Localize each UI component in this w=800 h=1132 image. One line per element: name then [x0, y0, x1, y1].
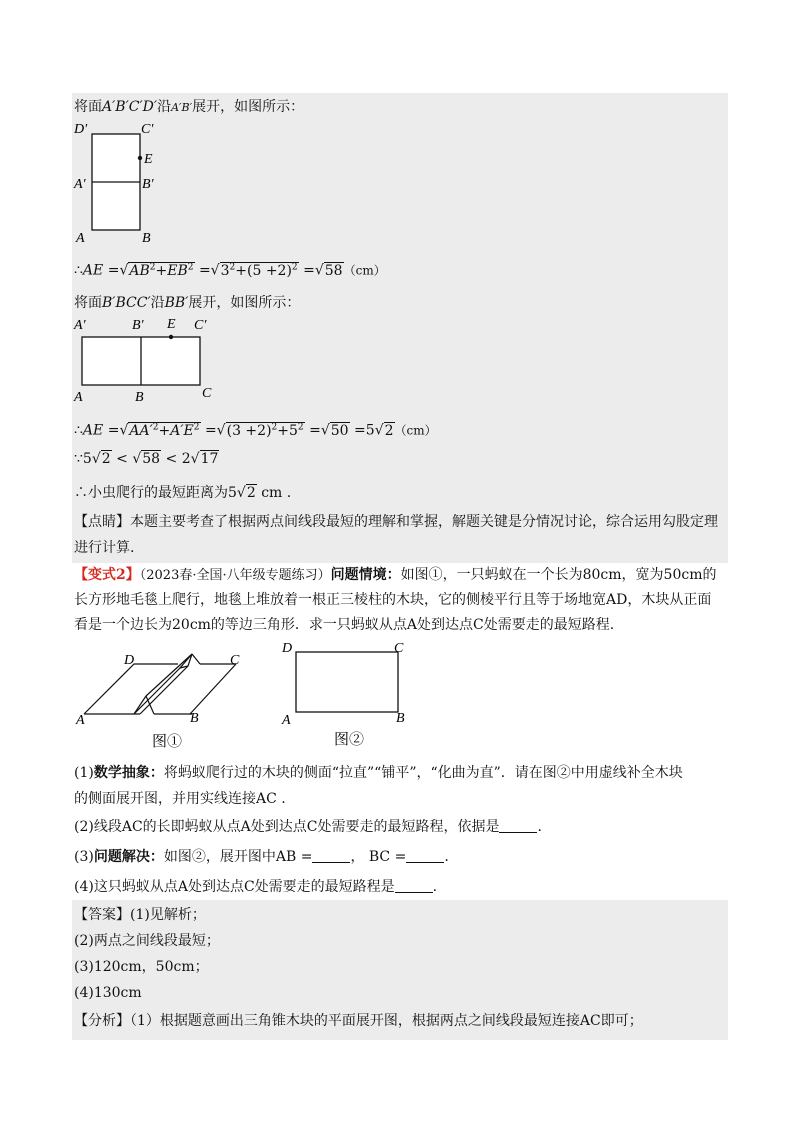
label-c: C	[202, 386, 212, 401]
answer-blank-bc[interactable]	[406, 848, 444, 863]
label-b-prime: B′	[142, 177, 154, 192]
answer-blank-ab[interactable]	[312, 848, 350, 863]
label-b: B	[142, 231, 151, 246]
label-a-prime: A′	[74, 318, 86, 333]
label-c-prime: C′	[141, 122, 154, 137]
variant-heading: 【变式2】（2023春·全国·八年级专题练习）问题情境：如图①，一只蚂蚁在一个长为80cm，宽为50cm的	[74, 567, 717, 583]
caption-fig1: 图①	[152, 734, 183, 750]
key-point-cont: 进行计算.	[74, 540, 135, 556]
label-b-prime: B′	[132, 318, 144, 333]
equation-1: ∴AE $=√AB^2+EB^2 =√3^2+(5 +2)^2 =√58(cm)$	[74, 262, 386, 279]
inequality: ∵5√2 < √58 < 2√17	[74, 451, 219, 467]
unfolding-figure-2	[72, 313, 222, 405]
question-1-cont: 的侧面展开图，并用实线连接AC .	[74, 791, 286, 807]
figure-carpet-prism	[72, 640, 262, 752]
label-a: A	[74, 390, 83, 405]
label-b: B	[190, 711, 199, 726]
caption-fig2: 图②	[334, 732, 365, 748]
label-b: B	[135, 390, 144, 405]
conclusion: ∴小虫爬行的最短距离为5√2 cm .	[74, 485, 292, 501]
label-d: D	[124, 653, 135, 668]
text-line: 将面B′BCC′沿BB′展开，如图所示：	[74, 295, 301, 311]
answer-4: (4)130cm	[74, 985, 142, 1001]
label-c: C	[230, 653, 240, 668]
question-4: (4)这只蚂蚁从点A处到达点C处需要走的最短路程是 .	[74, 879, 438, 895]
variant-text: 长方形地毛毯上爬行，地毯上堆放着一根正三棱柱的木块，它的侧棱平行且等于场地宽AD，木块从正面	[74, 592, 712, 608]
text-line: 将面A′B′C′D′沿A′B′展开，如图所示：	[74, 99, 305, 115]
unfolding-figure-1	[72, 118, 172, 246]
label-a: A	[76, 713, 85, 728]
label-e: E	[167, 317, 176, 332]
equation-2: ∴AE $=√AA'^2+A'E^2 =√(3 +2)^2+5^2 =√50 =5√2(cm)$	[74, 422, 437, 439]
label-d: D	[282, 641, 293, 656]
answer-blank[interactable]	[499, 818, 537, 833]
key-point: 【点睛】本题主要考查了根据两点间线段最短的理解和掌握，解题关键是分情况讨论，综合运用勾股定理	[74, 514, 718, 530]
analysis: 【分析】（1）根据题意画出三角锥木块的平面展开图，根据两点之间线段最短连接AC即可；	[74, 1013, 643, 1029]
question-3: (3)问题解决：如图②，展开图中AB = ， BC = .	[74, 849, 449, 865]
label-a: A	[282, 713, 291, 728]
label-c-prime: C′	[194, 318, 207, 333]
variant-text: 看是一个边长为20cm的等边三角形．求一只蚂蚁从点A处到达点C处需要走的最短路程.	[74, 617, 615, 633]
answer-1: 【答案】(1)见解析；	[74, 907, 206, 923]
label-d-prime: D′	[74, 122, 88, 137]
label-a-prime: A′	[74, 177, 86, 192]
figure-rectangle	[280, 638, 420, 754]
label-a: A	[76, 231, 85, 246]
answer-2: (2)两点之间线段最短；	[74, 933, 220, 949]
answer-3: (3)120cm，50cm；	[74, 959, 209, 975]
answer-blank[interactable]	[395, 878, 433, 893]
label-e: E	[144, 152, 153, 167]
label-b: B	[396, 711, 405, 726]
question-1: (1)数学抽象：将蚂蚁爬行过的木块的侧面“拉直”“铺平”，“化曲为直”．请在图②中用虚线补全木块	[74, 765, 683, 781]
label-c: C	[394, 641, 404, 656]
question-2: (2)线段AC的长即蚂蚁从点A处到达点C处需要走的最短路程，依据是 .	[74, 819, 542, 835]
